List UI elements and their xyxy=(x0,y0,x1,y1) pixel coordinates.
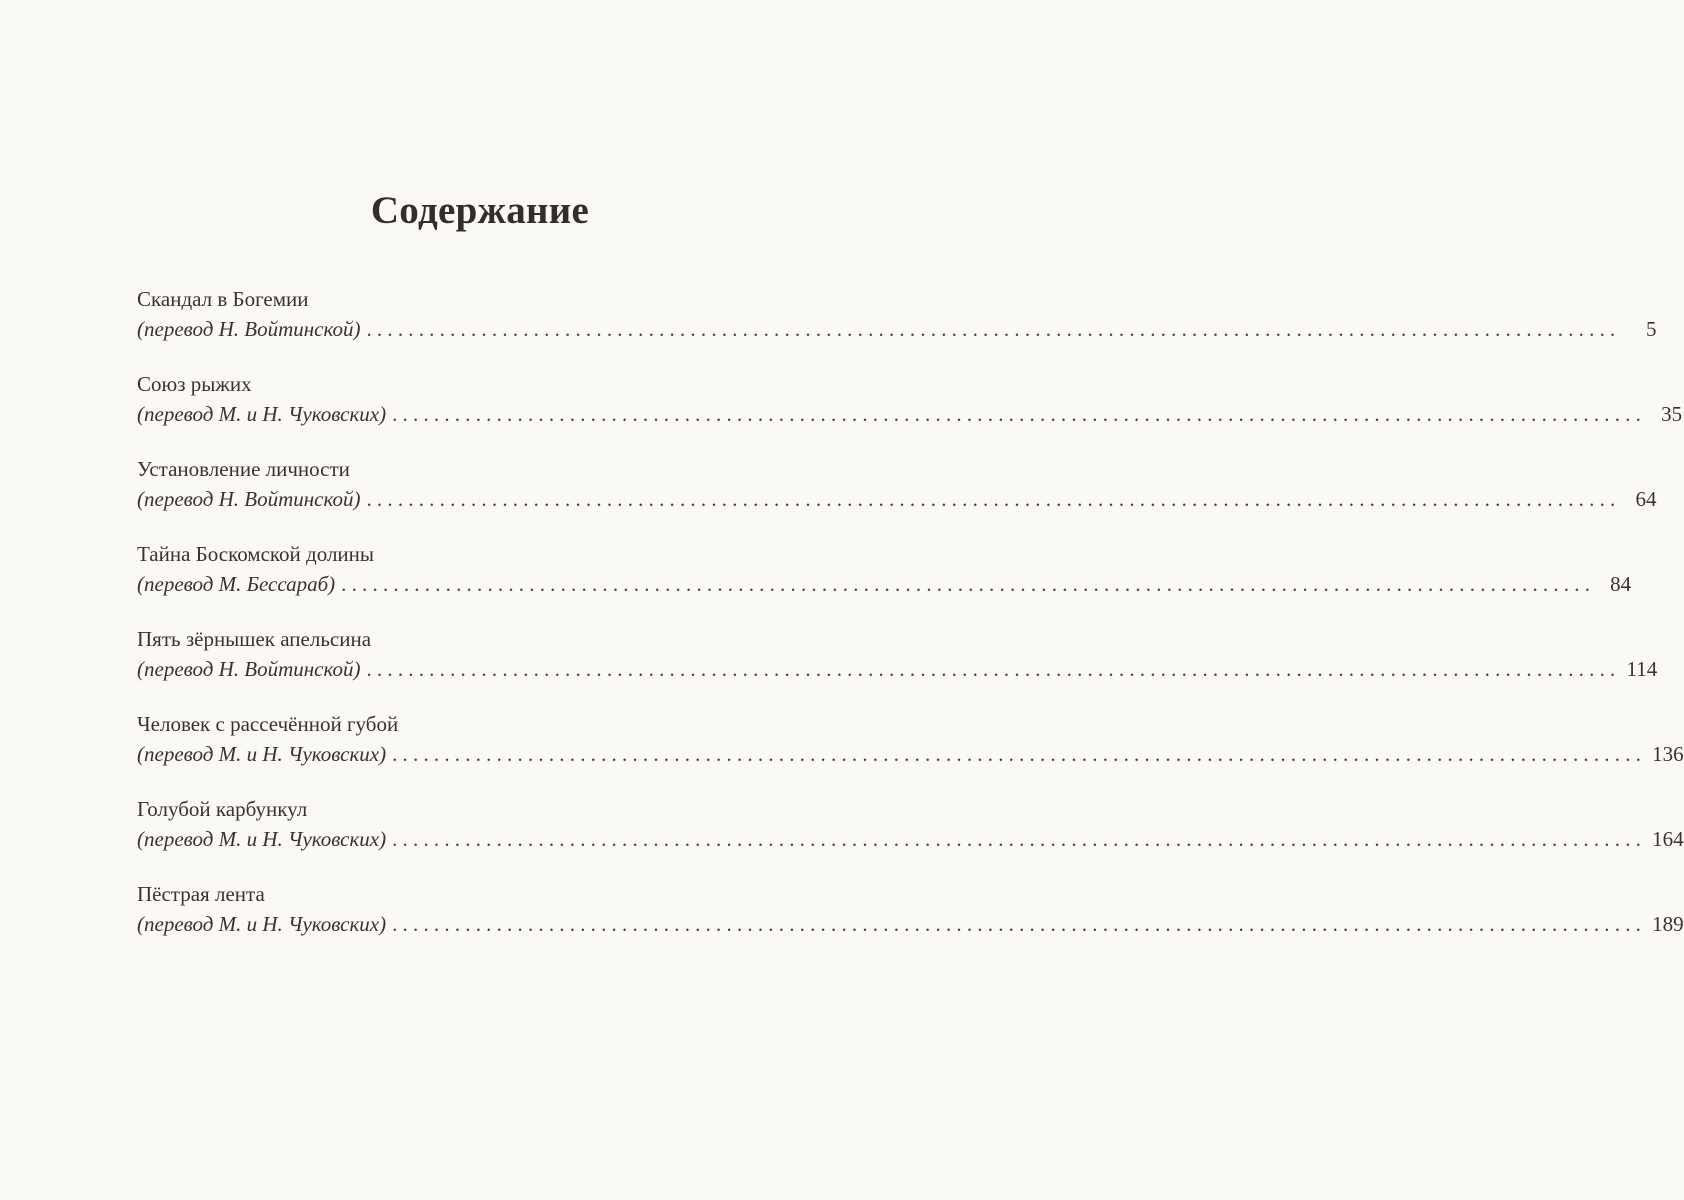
story-title: Голубой карбункул xyxy=(137,797,308,821)
page-number: 136 xyxy=(1652,742,1684,766)
toc-entry xyxy=(137,624,1658,709)
dot-leader: ........................................................................................................................ xyxy=(366,317,1621,341)
dot-leader: ........................................................................................................................ xyxy=(392,912,1647,936)
story-title: Пять зёрнышек апельсина xyxy=(137,627,372,651)
story-title: Союз рыжих xyxy=(137,372,252,396)
page-number: 164 xyxy=(1652,827,1684,851)
dot-leader: ........................................................................................................................ xyxy=(341,572,1596,596)
page-number: 35 xyxy=(1661,402,1683,426)
translator: (перевод М. Бессараб) xyxy=(137,572,336,596)
dot-leader: ........................................................................................................................ xyxy=(392,402,1647,426)
translator: (перевод М. и Н. Чуковских) xyxy=(137,912,387,936)
translator: (перевод М. и Н. Чуковских) xyxy=(137,742,387,766)
toc-entry xyxy=(137,794,1684,879)
story-title: Пёстрая лента xyxy=(137,882,265,906)
translator: (перевод М. и Н. Чуковских) xyxy=(137,827,387,851)
story-title: Тайна Боскомской долины xyxy=(137,542,375,566)
toc-entry xyxy=(137,879,1684,964)
story-title: Скандал в Богемии xyxy=(137,287,309,311)
page-number: 84 xyxy=(1610,572,1632,596)
translator: (перевод Н. Войтинской) xyxy=(137,657,361,681)
toc-entry xyxy=(137,539,1632,624)
table-of-contents xyxy=(137,284,1684,964)
page-number: 5 xyxy=(1645,317,1657,341)
page-number: 114 xyxy=(1626,657,1658,681)
story-title: Человек с рассечённой губой xyxy=(137,712,399,736)
dot-leader: ........................................................................................................................ xyxy=(392,827,1647,851)
dot-leader: ........................................................................................................................ xyxy=(366,487,1621,511)
toc-entry xyxy=(137,454,1657,539)
translator: (перевод Н. Войтинской) xyxy=(137,487,361,511)
translator: (перевод М. и Н. Чуковских) xyxy=(137,402,387,426)
story-title: Установление личности xyxy=(137,457,350,481)
translator: (перевод Н. Войтинской) xyxy=(137,317,361,341)
dot-leader: ........................................................................................................................ xyxy=(366,657,1621,681)
toc-entry xyxy=(137,709,1684,794)
toc-entry xyxy=(137,369,1683,454)
toc-entry xyxy=(137,284,1657,369)
dot-leader: ........................................................................................................................ xyxy=(392,742,1647,766)
page-title: Содержание xyxy=(370,189,590,232)
page-number: 189 xyxy=(1652,912,1684,936)
page-number: 64 xyxy=(1635,487,1657,511)
